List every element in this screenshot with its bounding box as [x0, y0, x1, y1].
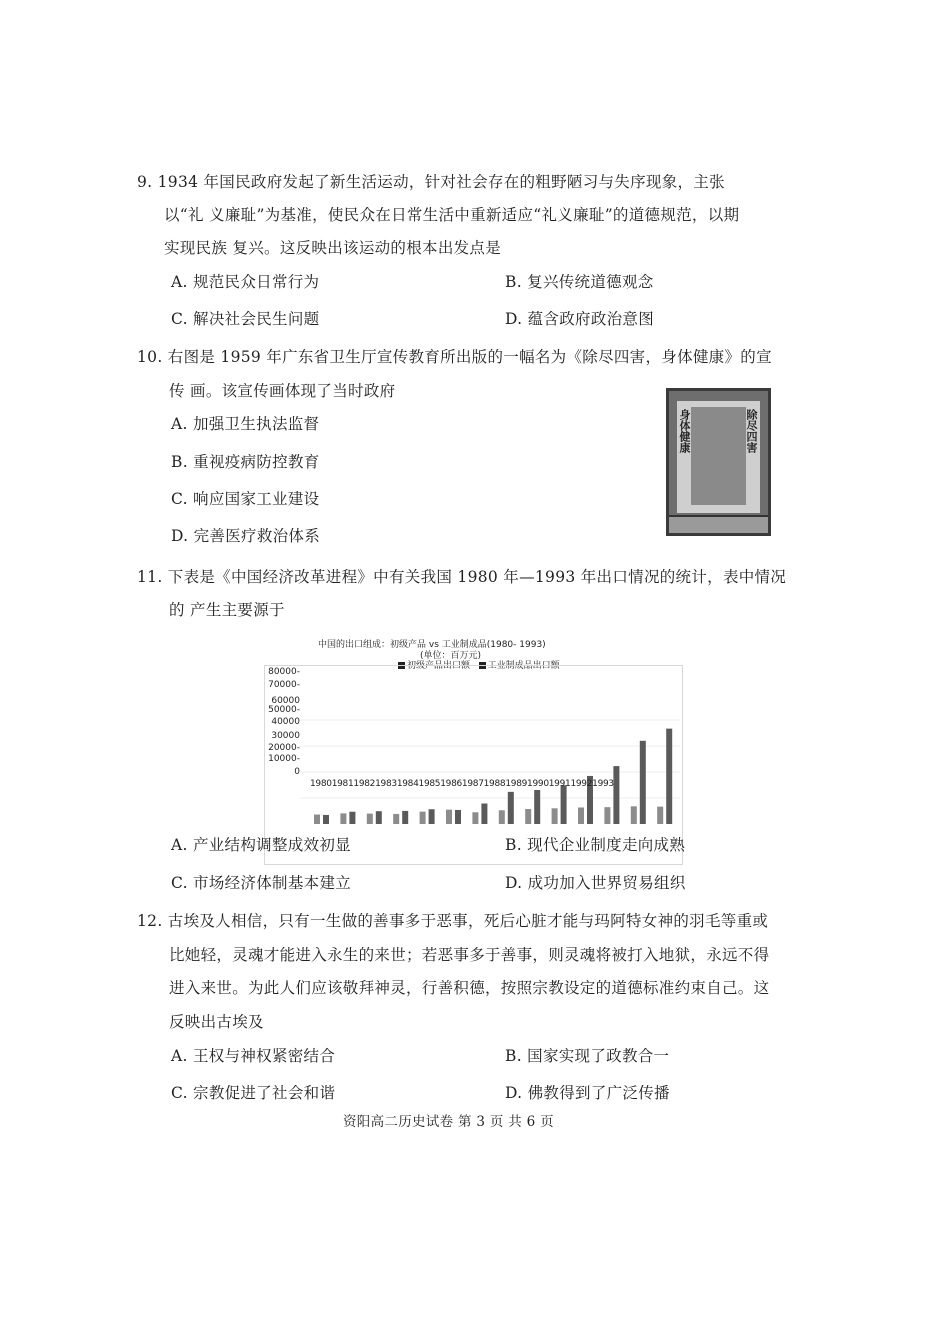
q11-option-a: A. 产业结构调整成效初显 — [171, 836, 351, 854]
q11-stem-line1: 11. 下表是《中国经济改革进程》中有关我国 1980 年—1993 年出口情况的统计，表中情况 — [137, 568, 787, 586]
y-tick-label: 50000- — [268, 705, 300, 715]
bar-manufactured-1985 — [455, 810, 461, 824]
q11-option-c: C. 市场经济体制基本建立 — [171, 874, 352, 892]
bar-primary-1993 — [657, 807, 663, 824]
q9-option-c: C. 解决社会民生问题 — [171, 310, 320, 328]
q12-option-c: C. 宗教促进了社会和谐 — [171, 1084, 336, 1102]
bar-primary-1982 — [367, 814, 373, 824]
bar-manufactured-1993 — [666, 729, 672, 824]
q10-stem-line1: 10. 右图是 1959 年广东省卫生厅宣传教育所出版的一幅名为《除尽四害，身体健康》的宣 — [137, 348, 772, 366]
bar-manufactured-1980 — [323, 815, 329, 824]
bar-manufactured-1981 — [349, 812, 355, 824]
q12-option-b: B. 国家实现了政教合一 — [505, 1047, 670, 1065]
y-tick-label: 0 — [294, 767, 300, 777]
q10-option-d: D. 完善医疗救治体系 — [171, 527, 321, 545]
q12-stem-line1: 12. 古埃及人相信，只有一生做的善事多于恶事，死后心脏才能与玛阿特女神的羽毛等重或 — [137, 912, 769, 930]
bar-primary-1983 — [393, 814, 399, 824]
q12-stem-line4: 反映出古埃及 — [169, 1013, 264, 1031]
y-tick-label: 40000 — [271, 717, 300, 727]
q9-stem-line1: 9. 1934 年国民政府发起了新生活运动，针对社会存在的粗野陋习与失序现象，主张 — [137, 173, 725, 191]
q11-option-d: D. 成功加入世界贸易组织 — [505, 874, 686, 892]
bar-manufactured-1982 — [376, 811, 382, 824]
y-tick-label: 80000- — [268, 667, 300, 677]
poster-right-text: 除尽四害 — [745, 409, 758, 453]
q9-stem-line3: 实现民族 复兴。这反映出该运动的根本出发点是 — [164, 239, 502, 257]
bar-manufactured-1989 — [561, 785, 567, 824]
bar-primary-1989 — [552, 808, 558, 824]
y-tick-label: 10000- — [268, 754, 300, 764]
chart-subtitle: (单位：百万元) — [420, 651, 482, 661]
q12-option-d: D. 佛教得到了广泛传播 — [505, 1084, 670, 1102]
y-tick-label: 60000 — [271, 696, 300, 706]
page-footer: 资阳高二历史试卷 第 3 页 共 6 页 — [343, 1114, 554, 1130]
q10-option-b: B. 重视疫病防控教育 — [171, 453, 320, 471]
q10-option-c: C. 响应国家工业建设 — [171, 490, 320, 508]
q9-option-d: D. 蕴含政府政治意图 — [505, 310, 655, 328]
bar-primary-1984 — [420, 812, 426, 824]
q10-stem-line2: 传 画。该宣传画体现了当时政府 — [169, 382, 396, 400]
q11-option-b: B. 现代企业制度走向成熟 — [505, 836, 686, 854]
bar-primary-1981 — [340, 813, 346, 824]
q9-option-a: A. 规范民众日常行为 — [171, 273, 320, 291]
bar-primary-1986 — [472, 812, 478, 824]
bar-manufactured-1984 — [429, 809, 435, 824]
q9-option-b: B. 复兴传统道德观念 — [505, 273, 654, 291]
bar-manufactured-1983 — [402, 811, 408, 824]
bar-primary-1985 — [446, 810, 452, 824]
bar-primary-1990 — [578, 807, 584, 824]
x-axis-labels: 19801981198219831984198519861987198819891990199119921993 — [310, 779, 614, 789]
y-tick-label: 20000- — [268, 743, 300, 753]
bar-manufactured-1992 — [640, 741, 646, 824]
q12-stem-line3: 进入来世。为此人们应该敬拜神灵，行善积德，按照宗教设定的道德标准约束自己。这 — [169, 979, 770, 997]
q9-stem-line2: 以“礼 义廉耻”为基准，使民众在日常生活中重新适应“礼义廉耻”的道德规范，以期 — [164, 206, 740, 224]
y-tick-label: 70000- — [268, 680, 300, 690]
q12-option-a: A. 王权与神权紧密结合 — [171, 1047, 336, 1065]
bar-manufactured-1987 — [508, 792, 514, 824]
bar-manufactured-1988 — [534, 790, 540, 824]
q10-option-a: A. 加强卫生执法监督 — [171, 415, 320, 433]
bar-primary-1988 — [525, 809, 531, 824]
bar-primary-1980 — [314, 815, 320, 824]
bar-manufactured-1986 — [481, 804, 487, 824]
poster-left-text: 身体健康 — [678, 409, 691, 453]
q11-stem-line2: 的 产生主要源于 — [169, 601, 285, 619]
bar-primary-1987 — [499, 810, 505, 824]
bar-primary-1991 — [604, 807, 610, 824]
y-tick-label: 30000 — [271, 731, 300, 741]
legend-label-manufactured: 工业制成品出口额 — [487, 661, 560, 671]
legend-label-primary: 初级产品出口额 — [407, 661, 471, 671]
bar-manufactured-1991 — [613, 766, 619, 824]
chart-title: 中国的出口组成：初级产品 vs 工业制成品(1980- 1993) — [318, 640, 546, 650]
bar-primary-1992 — [631, 806, 637, 824]
q12-stem-line2: 比她轻，灵魂才能进入永生的来世；若恶事多于善事，则灵魂将被打入地狱，永远不得 — [169, 946, 770, 964]
